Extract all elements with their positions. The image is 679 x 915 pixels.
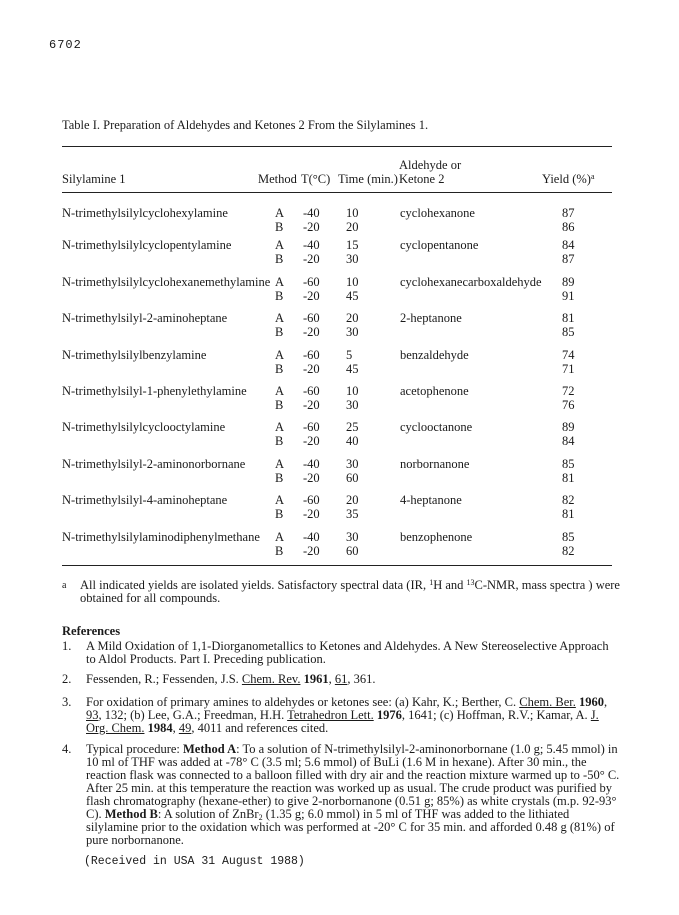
yield-cell: 72 bbox=[562, 384, 575, 398]
time-cell: 60 bbox=[346, 544, 359, 558]
yield-cell: 81 bbox=[562, 471, 575, 485]
time-cell: 5 bbox=[346, 348, 353, 362]
yield-cell: 89 bbox=[562, 275, 575, 289]
reference-number: 1. bbox=[62, 639, 72, 653]
yield-cell: 89 bbox=[562, 420, 575, 434]
time-cell: 30 bbox=[346, 457, 359, 471]
silylamine-cell: N-trimethylsilyl-1-phenylethylamine bbox=[62, 384, 247, 398]
table-row bbox=[0, 531, 679, 563]
product-cell: acetophenone bbox=[400, 384, 469, 398]
reference-text: For oxidation of primary amines to aldehydes or ketones see: (a) Kahr, K.; Berther, C. Chem. Ber. 1960, 93, 132; (b) Lee, G.A.; Freedman, H.H. Tetrahedron Lett. 1976, 1641; (c) Hoffman, R.V.; Kamar, A. J. Org. Chem. 1984, 49, 4011 and references cited. bbox=[86, 695, 608, 735]
yield-cell: 82 bbox=[562, 544, 575, 558]
temperature-cell: -20 bbox=[303, 544, 320, 558]
method-cell: B bbox=[275, 220, 284, 234]
method-cell: A bbox=[275, 206, 285, 220]
temperature-cell: -40 bbox=[303, 206, 320, 220]
method-cell: A bbox=[275, 457, 285, 471]
reference-text: Fessenden, R.; Fessenden, J.S. Chem. Rev. 1961, 61, 361. bbox=[86, 672, 376, 686]
temperature-cell: -40 bbox=[303, 530, 320, 544]
method-cell: A bbox=[275, 311, 285, 325]
header-yield: Yield (%)$^a$ bbox=[542, 172, 595, 186]
product-cell: cyclooctanone bbox=[400, 420, 473, 434]
silylamine-cell: N-trimethylsilylcyclohexanemethylamine bbox=[62, 275, 271, 289]
temperature-cell: -20 bbox=[303, 325, 320, 339]
temperature-cell: -60 bbox=[303, 348, 320, 362]
method-cell: B bbox=[275, 252, 284, 266]
time-cell: 30 bbox=[346, 398, 359, 412]
temperature-cell: -60 bbox=[303, 275, 320, 289]
time-cell: 10 bbox=[346, 275, 359, 289]
silylamine-cell: N-trimethylsilylcyclohexylamine bbox=[62, 206, 228, 220]
temperature-cell: -20 bbox=[303, 434, 320, 448]
yield-cell: 82 bbox=[562, 493, 575, 507]
silylamine-cell: N-trimethylsilylaminodiphenylmethane bbox=[62, 530, 260, 544]
yield-cell: 84 bbox=[562, 434, 575, 448]
footnote-text: All indicated yields are isolated yields. Satisfactory spectral data (IR, $^1$H and $^{13}$C-NMR, mass spectra ) were obtained for all compounds. bbox=[80, 578, 620, 605]
method-cell: B bbox=[275, 544, 284, 558]
temperature-cell: -40 bbox=[303, 238, 320, 252]
method-cell: B bbox=[275, 289, 284, 303]
temperature-cell: -20 bbox=[303, 252, 320, 266]
time-cell: 40 bbox=[346, 434, 359, 448]
yield-cell: 74 bbox=[562, 348, 575, 362]
temperature-cell: -20 bbox=[303, 220, 320, 234]
method-cell: B bbox=[275, 362, 284, 376]
table-row bbox=[0, 385, 679, 417]
time-cell: 30 bbox=[346, 325, 359, 339]
product-cell: cyclohexanone bbox=[400, 206, 475, 220]
references-heading: References bbox=[62, 624, 121, 638]
method-cell: A bbox=[275, 348, 285, 362]
time-cell: 30 bbox=[346, 530, 359, 544]
time-cell: 20 bbox=[346, 220, 359, 234]
table-bottom-rule bbox=[62, 565, 612, 566]
product-cell: 2-heptanone bbox=[400, 311, 462, 325]
table-row bbox=[0, 312, 679, 344]
time-cell: 10 bbox=[346, 384, 359, 398]
table-row bbox=[0, 421, 679, 453]
temperature-cell: -20 bbox=[303, 507, 320, 521]
temperature-cell: -40 bbox=[303, 457, 320, 471]
yield-cell: 85 bbox=[562, 457, 575, 471]
reference-text: Typical procedure: Method A: To a solution of N-trimethylsilyl-2-aminonorbornane (1.0 g; 5.45 mmol) in 10 ml of THF was added at -78° C (3.5 ml; 5.6 mmol) of BuLi (1.6 M in hexane). After 30 min., the reaction flask was connected to a balloon filled with dry air and the reaction mixture warmed up to -50° C. After 25 min. at this temperature the reaction was worked up as usual. The crude product was purified by flash chromatography (hexane-ether) to give 2-norbornanone (0.51 g; 85%) as white crystals (m.p. 92-93° C). Method B: A solution of ZnBr$_2$ (1.35 g; 6.0 mmol) in 5 ml of THF was added to the lithiated silylamine prior to the oxidation which was performed at -20° C for 35 min. and afforded 0.48 g (81%) of pure norbornanone. bbox=[86, 742, 620, 847]
yield-cell: 76 bbox=[562, 398, 575, 412]
reference-text: A Mild Oxidation of 1,1-Diorganometallics to Ketones and Aldehydes. A New Stereoselective Approach to Aldol Products. Part I. Preceding publication. bbox=[86, 639, 609, 666]
table-header-rule bbox=[62, 192, 612, 193]
header-temperature: T(°C) bbox=[301, 172, 331, 186]
time-cell: 30 bbox=[346, 252, 359, 266]
yield-cell: 71 bbox=[562, 362, 575, 376]
method-cell: B bbox=[275, 398, 284, 412]
time-cell: 35 bbox=[346, 507, 359, 521]
product-cell: benzophenone bbox=[400, 530, 473, 544]
reference-number: 4. bbox=[62, 742, 72, 756]
method-cell: A bbox=[275, 275, 285, 289]
time-cell: 10 bbox=[346, 206, 359, 220]
table-row bbox=[0, 207, 679, 239]
page-number: 6702 bbox=[49, 38, 82, 52]
method-cell: B bbox=[275, 325, 284, 339]
silylamine-cell: N-trimethylsilyl-4-aminoheptane bbox=[62, 493, 228, 507]
product-cell: cyclohexanecarboxaldehyde bbox=[400, 275, 542, 289]
temperature-cell: -20 bbox=[303, 471, 320, 485]
silylamine-cell: N-trimethylsilyl-2-aminonorbornane bbox=[62, 457, 246, 471]
temperature-cell: -20 bbox=[303, 362, 320, 376]
temperature-cell: -60 bbox=[303, 384, 320, 398]
temperature-cell: -60 bbox=[303, 493, 320, 507]
yield-cell: 85 bbox=[562, 325, 575, 339]
reference-number: 2. bbox=[62, 672, 72, 686]
method-cell: B bbox=[275, 471, 284, 485]
header-product-line1: Aldehyde or bbox=[399, 158, 462, 172]
table-row bbox=[0, 276, 679, 308]
received-date: (Received in USA 31 August 1988) bbox=[84, 855, 305, 868]
silylamine-cell: N-trimethylsilylcyclopentylamine bbox=[62, 238, 232, 252]
temperature-cell: -20 bbox=[303, 398, 320, 412]
product-cell: cyclopentanone bbox=[400, 238, 479, 252]
yield-cell: 87 bbox=[562, 252, 575, 266]
table-row bbox=[0, 239, 679, 271]
table-top-rule bbox=[62, 146, 612, 147]
yield-cell: 91 bbox=[562, 289, 575, 303]
table-row bbox=[0, 349, 679, 381]
table-row bbox=[0, 458, 679, 490]
time-cell: 15 bbox=[346, 238, 359, 252]
temperature-cell: -60 bbox=[303, 311, 320, 325]
method-cell: A bbox=[275, 530, 285, 544]
yield-cell: 86 bbox=[562, 220, 575, 234]
yield-cell: 84 bbox=[562, 238, 575, 252]
method-cell: A bbox=[275, 238, 285, 252]
time-cell: 45 bbox=[346, 289, 359, 303]
yield-cell: 87 bbox=[562, 206, 575, 220]
table-row bbox=[0, 494, 679, 526]
product-cell: 4-heptanone bbox=[400, 493, 462, 507]
silylamine-cell: N-trimethylsilylcyclooctylamine bbox=[62, 420, 226, 434]
header-method: Method bbox=[258, 172, 297, 186]
temperature-cell: -20 bbox=[303, 289, 320, 303]
product-cell: benzaldehyde bbox=[400, 348, 469, 362]
method-cell: A bbox=[275, 493, 285, 507]
time-cell: 60 bbox=[346, 471, 359, 485]
header-silylamine: Silylamine 1 bbox=[62, 172, 126, 186]
header-product-line2: Ketone 2 bbox=[399, 172, 445, 186]
product-cell: norbornanone bbox=[400, 457, 470, 471]
yield-cell: 81 bbox=[562, 311, 575, 325]
time-cell: 20 bbox=[346, 493, 359, 507]
yield-cell: 85 bbox=[562, 530, 575, 544]
method-cell: A bbox=[275, 420, 285, 434]
method-cell: B bbox=[275, 434, 284, 448]
method-cell: A bbox=[275, 384, 285, 398]
temperature-cell: -60 bbox=[303, 420, 320, 434]
header-time: Time (min.) bbox=[338, 172, 398, 186]
silylamine-cell: N-trimethylsilylbenzylamine bbox=[62, 348, 207, 362]
time-cell: 25 bbox=[346, 420, 359, 434]
yield-cell: 81 bbox=[562, 507, 575, 521]
table-caption: Table I. Preparation of Aldehydes and Ketones 2 From the Silylamines 1. bbox=[62, 118, 429, 132]
reference-number: 3. bbox=[62, 695, 72, 709]
time-cell: 20 bbox=[346, 311, 359, 325]
silylamine-cell: N-trimethylsilyl-2-aminoheptane bbox=[62, 311, 228, 325]
time-cell: 45 bbox=[346, 362, 359, 376]
method-cell: B bbox=[275, 507, 284, 521]
footnote-symbol: a bbox=[62, 580, 67, 591]
